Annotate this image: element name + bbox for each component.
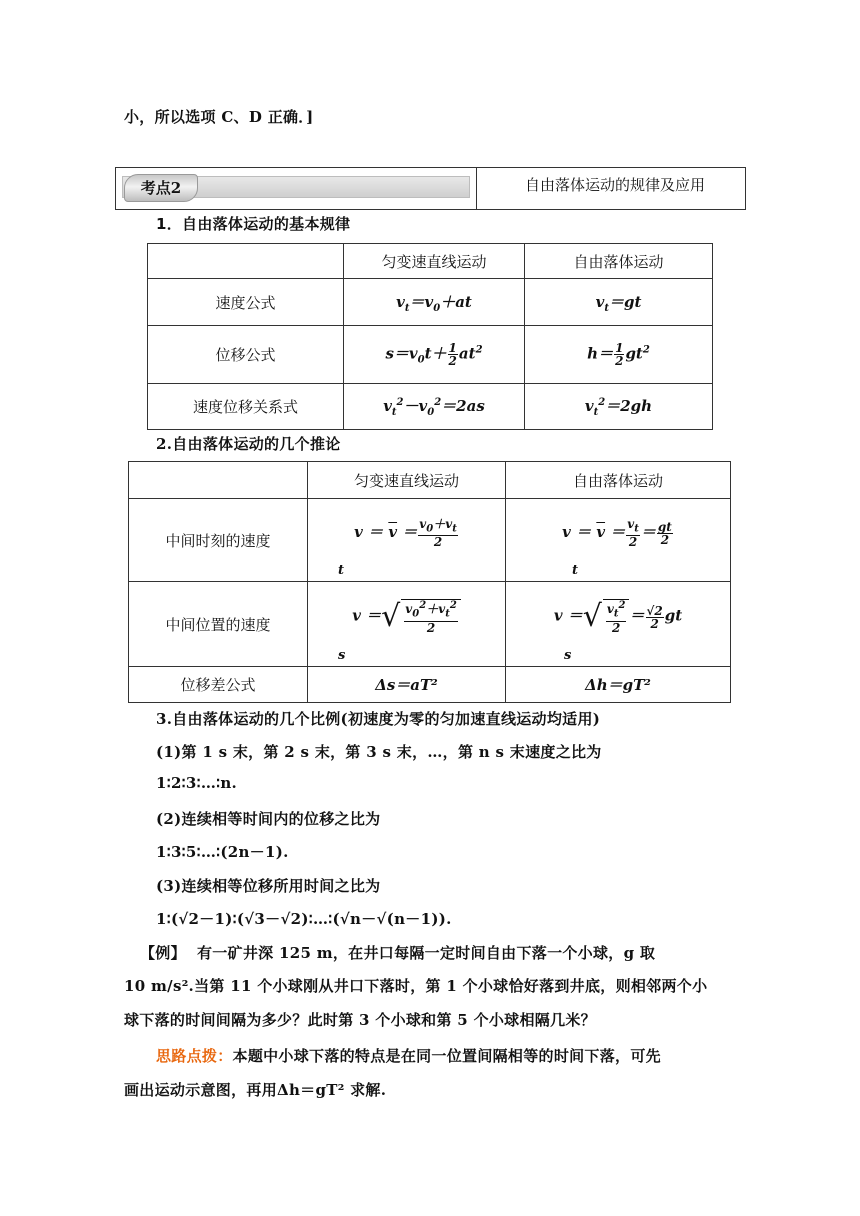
section-header [115, 167, 746, 210]
hint-line-1 [156, 1045, 661, 1066]
table2-header-freefall: 自由落体运动 [506, 462, 731, 499]
formula-cell: Δs＝aT² [308, 667, 506, 703]
row-label: 速度公式 [148, 279, 344, 326]
formula-cell: $v_t^2-v_0^2=2as$ [344, 384, 525, 430]
heading-2: 2.自由落体运动的几个推论 [156, 435, 341, 453]
formula-cell: h＝ $\frac{1}{2}$ $gt^2$ [525, 326, 713, 384]
row-label: 中间时刻的速度 [129, 499, 308, 582]
table-row [148, 279, 713, 326]
table1-header-uniform: 匀变速直线运动 [344, 244, 525, 279]
subscript-label: s [564, 648, 572, 663]
row-label: 中间位置的速度 [129, 582, 308, 667]
example-line-2: 10 m/s².当第 11 个小球刚从井口下落时，第 1 个小球恰好落到井底，则相邻两个小 [124, 977, 708, 995]
table-row [129, 582, 731, 667]
ratio-item-3: (3)连续相等位移所用时间之比为 [156, 877, 381, 895]
formula-cell: $v_t=gt$ [525, 279, 713, 326]
ratio-item-1: (1)第 1 s 末，第 2 s 末，第 3 s 末，…，第 n s 末速度之比为 [156, 743, 602, 761]
formula-cell: $s=v_0t+$ $\frac{1}{2}$ $at^2$ [344, 326, 525, 384]
formula-cell: $v = \overline{v}$ ＝ $\frac{v_t}{2}$ ＝ $\frac{gt}{2}$ t [506, 499, 731, 582]
formula-cell: $v = \overline{v}$ ＝ $\frac{v_0+v_t}{2}$ t [308, 499, 506, 582]
table1-header-freefall: 自由落体运动 [525, 244, 713, 279]
section-badge-area [116, 168, 477, 209]
table2-header-uniform: 匀变速直线运动 [308, 462, 506, 499]
table-row [129, 667, 731, 703]
table-row [129, 499, 731, 582]
example-line-3: 球下落的时间间隔为多少？此时第 3 个小球和第 5 个小球相隔几米？ [124, 1011, 596, 1029]
example-line-1 [140, 942, 655, 963]
hint-line-2: 画出运动示意图，再用Δh＝gT² 求解. [124, 1081, 387, 1099]
subscript-label: t [338, 563, 345, 578]
heading-3: 3.自由落体运动的几个比例(初速度为零的匀加速直线运动均适用) [156, 710, 601, 728]
row-label: 位移差公式 [129, 667, 308, 703]
row-label: 位移公式 [148, 326, 344, 384]
subscript-label: t [572, 563, 579, 578]
section-badge: 考点2 [124, 174, 198, 202]
ratio-value-1: 1∶2∶3∶…∶n. [156, 774, 238, 792]
table-row [148, 326, 713, 384]
row-label: 速度位移关系式 [148, 384, 344, 430]
ratio-value-2: 1∶3∶5∶…∶(2n－1). [156, 843, 289, 861]
table1-header-empty [148, 244, 344, 279]
formula-cell: v ＝√ $\frac{v_0^2+v_t^2}{2}$ s [308, 582, 506, 667]
hint-text: 本题中小球下落的特点是在同一位置间隔相等的时间下落，可先 [232, 1047, 661, 1065]
basic-laws-table [147, 243, 713, 430]
formula-cell: $v_t^2=2gh$ [525, 384, 713, 430]
ratio-item-2: (2)连续相等时间内的位移之比为 [156, 810, 381, 828]
section-title: 自由落体运动的规律及应用 [524, 176, 705, 194]
ratio-value-3: 1∶(√2－1)∶(√3－√2)∶…∶(√n－√(n－1)). [156, 910, 452, 928]
example-text: 有一矿井深 125 m，在井口每隔一定时间自由下落一个小球，g 取 [196, 944, 656, 962]
table-row [148, 384, 713, 430]
table2-header-empty [129, 462, 308, 499]
continuation-text: 小，所以选项 C、D 正确．] [124, 108, 314, 126]
formula-cell: $v_t=v_0+at$ [344, 279, 525, 326]
formula-cell: v ＝√ $\frac{v_t^2}{2}$ ＝ $\frac{√2}{2}$ gt s [506, 582, 731, 667]
corollaries-table [128, 461, 731, 703]
subscript-label: s [338, 648, 346, 663]
example-tag: 【例】 [140, 944, 186, 962]
heading-1: 1．自由落体运动的基本规律 [156, 215, 351, 233]
formula-cell: Δh＝gT² [506, 667, 731, 703]
hint-label: 思路点拨： [156, 1047, 233, 1065]
